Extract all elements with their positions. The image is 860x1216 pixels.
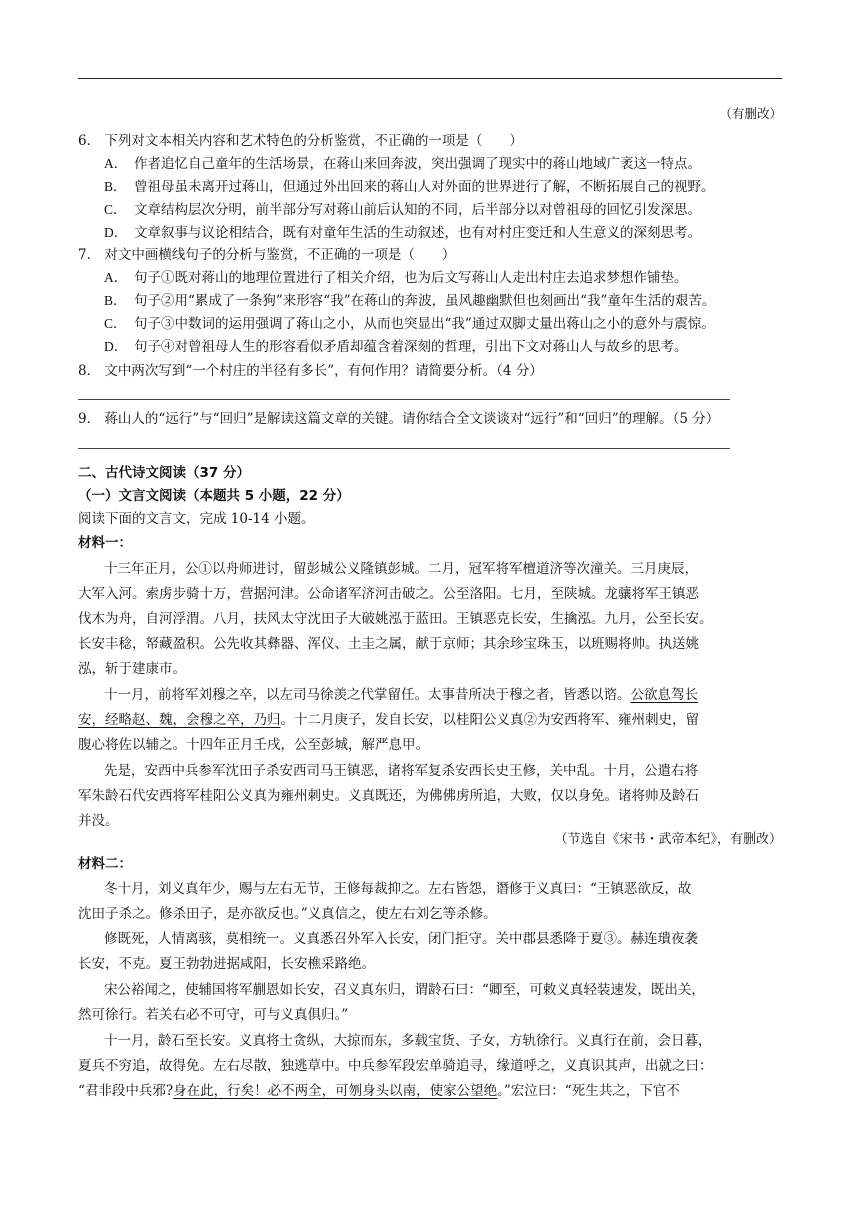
question-9: 9． 蒋山人的“远行”与“回归”是解读这篇文章的关键。请你结合全文谈谈对“远行”和“回归”的理解。（5 分） [78, 411, 720, 427]
revision-note: （有删改） [719, 106, 782, 121]
question-7-stem: 7． 对文中画横线句子的分析与鉴赏，不正确的一项是（ ） [78, 247, 456, 263]
material-2-line: 长安，不克。夏王勃勃进据咸阳，长安樵采路绝。 [78, 956, 375, 972]
question-7-option-b: B． 句子②用“累成了一条狗”来形容“我”在蒋山的奔波，虽风趣幽默但也刻画出“我”童年生活的艰苦。 [104, 293, 716, 309]
material-1-line: 泓，斩于建康市。 [78, 661, 186, 677]
subsection-heading: （一）文言文阅读（本题共 5 小题，22 分） [78, 488, 350, 504]
material-2-line: 然可徐行。若关右必不可守，可与义真俱归。” [78, 1007, 349, 1023]
question-6-stem: 6． 下列对文本相关内容和艺术特色的分析鉴赏，不正确的一项是（ ） [78, 133, 523, 149]
question-7-option-a: A． 句子①既对蒋山的地理位置进行了相关介绍，也为后文写蒋山人走出村庄去追求梦想作铺垫。 [104, 270, 688, 286]
answer-line-q8[interactable] [78, 399, 730, 400]
material-2-line: 修既死，人情离骇，莫相统一。义真悉召外军入长安，闭门拒守。关中郡县悉降于夏③。赫连璝夜袭 [104, 931, 698, 947]
material-2-line: 十一月，龄石至长安。义真将士贪纵，大掠而东，多载宝货、子女，方轨徐行。义真行在前，会日暮， [104, 1033, 712, 1049]
material-2-last-line: “君非段中兵邪?身在此，行矣！必不两全，可刎身头以南，使家公望绝。”宏泣曰：“死生共之，下官不 [78, 1083, 680, 1099]
question-6-option-d: D． 文章叙事与议论相结合，既有对童年生活的生动叙述，也有对村庄变迁和人生意义的深刻思考。 [104, 225, 701, 241]
question-8: 8． 文中两次写到“一个村庄的半径有多长”，有何作用？请简要分析。（4 分） [78, 363, 543, 379]
question-7-option-d: D． 句子④对曾祖母人生的形容看似矛盾却蕴含着深刻的哲理，引出下文对蒋山人与故乡的思考。 [104, 339, 688, 355]
material-1-p3-line: 军朱龄石代安西将军桂阳公义真为雍州刺史。义真既还，为佛佛虏所追，大败，仅以身免。诸将帅及龄石 [78, 788, 699, 804]
underlined-sentence: 身在此，行矣！必不两全，可刎身头以南，使家公望绝 [173, 1083, 498, 1099]
material-1-line: 十三年正月，公①以舟师进讨，留彭城公义隆镇彭城。二月，冠军将军檀道济等次潼关。三月庚辰， [104, 561, 698, 577]
question-7-option-c: C． 句子③中数词的运用强调了蒋山之小，从而也突显出“我”通过双脚丈量出蒋山之小的意外与震惊。 [104, 316, 715, 332]
instruction-text: 阅读下面的文言文，完成 10-14 小题。 [78, 511, 315, 527]
material-2-heading: 材料二： [78, 856, 132, 872]
material-1-heading: 材料一： [78, 535, 132, 551]
material-1-p3-line: 并没。 [78, 813, 119, 829]
material-2-line: 沈田子杀之。修杀田子，是亦欲反也。”义真信之，使左右刘乞等杀修。 [78, 906, 497, 922]
material-1-p2-line: 腹心将佐以辅之。十四年正月壬戌，公至彭城，解严息甲。 [78, 737, 429, 753]
material-2-line: 冬十月，刘义真年少，赐与左右无节，王修每裁抑之。左右皆怨，谮修于义真曰：“王镇恶欲反，故 [104, 881, 692, 897]
material-2-line: 夏兵不穷追，故得免。左右尽散，独逃草中。中兵参军段宏单骑追寻，缘道呼之，义真识其声，出就之曰： [78, 1058, 713, 1074]
material-1-line: 大军入河。索虏步骑十万，营据河津。公命诸军济河击破之。公至洛阳。七月，至陕城。龙骧将军王镇恶 [78, 586, 699, 602]
question-6-option-b: B． 曾祖母虽未离开过蒋山，但通过外出回来的蒋山人对外面的世界进行了解，不断拓展自己的视野。 [104, 179, 715, 195]
material-1-p2-line: 安，经略赵、魏，会穆之卒，乃归。十二月庚子，发自长安，以桂阳公义真②为安西将军、雍州刺史，留 [78, 712, 699, 728]
question-6-option-c: C． 文章结构层次分明，前半部分写对蒋山前后认知的不同，后半部分以对曾祖母的回忆引发深思。 [104, 202, 701, 218]
material-1-source: （节选自《宋书・武帝本纪》，有删改） [554, 832, 782, 847]
section-heading: 二、古代诗文阅读（37 分） [78, 465, 250, 481]
material-1-line: 长安丰稔，帑藏盈积。公先收其彝器、浑仪、土圭之属，献于京师；其余珍宝珠玉，以班赐将帅。执送姚 [78, 636, 699, 652]
material-1-p2-line: 十一月，前将军刘穆之卒，以左司马徐羡之代掌留任。太事昔所决于穆之者，皆悉以谘。公欲息驾长 [104, 687, 698, 703]
material-1-line: 伐木为舟，自河浮渭。八月，扶风太守沈田子大破姚泓于蓝田。王镇恶克长安，生擒泓。九月，公至长安。 [78, 611, 713, 627]
answer-line-q9[interactable] [78, 448, 730, 449]
underlined-sentence: 公欲息驾长 [630, 687, 698, 703]
top-rule [78, 78, 782, 79]
question-6-option-a: A． 作者追忆自己童年的生活场景，在蒋山来回奔波，突出强调了现实中的蒋山地域广袤这一特点。 [104, 156, 701, 172]
material-1-p3-line: 先是，安西中兵参军沈田子杀安西司马王镇恶，诸将军复杀安西长史王修，关中乱。十月，公遣右将 [104, 763, 698, 779]
underlined-sentence: 安，经略赵、魏，会穆之卒，乃归 [78, 712, 281, 728]
material-2-line: 宋公裕闻之，使辅国将军蒯恩如长安，召义真东归，谓龄石曰：“卿至，可敕义真轻装速发，既出关， [104, 982, 705, 998]
